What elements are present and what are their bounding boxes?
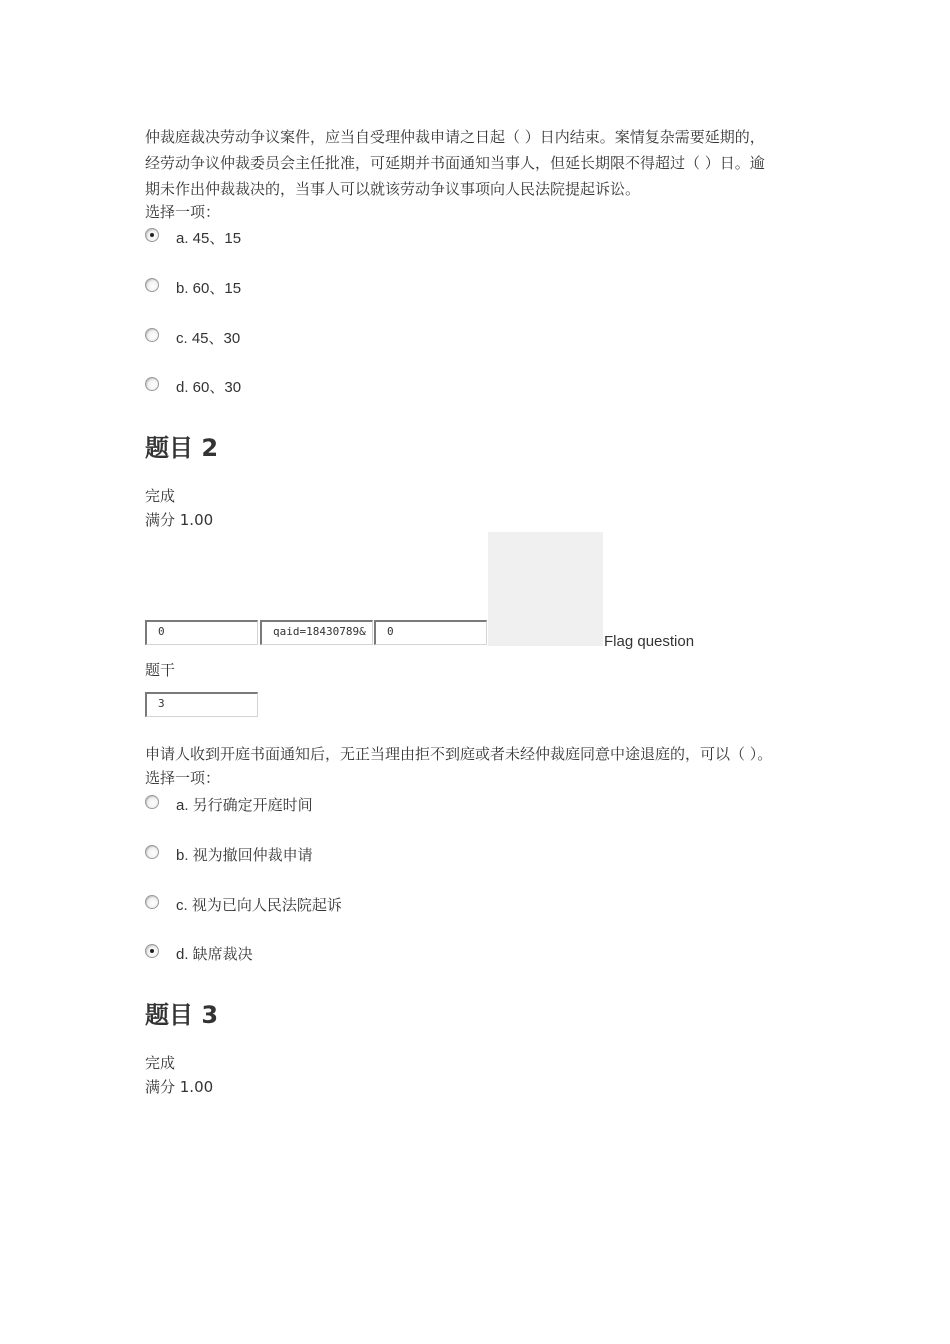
question1-text-line: 仲裁庭裁决劳动争议案件，应当自受理仲裁申请之日起（ ）日内结束。案情复杂需要延期的， xyxy=(145,128,765,146)
option-label: a. 45、15 xyxy=(176,230,242,247)
question1-option-a[interactable] xyxy=(145,228,545,258)
radio-button[interactable] xyxy=(145,377,159,391)
question2-option-a[interactable] xyxy=(145,795,545,825)
hidden-field-sequence[interactable]: 0 xyxy=(145,620,258,645)
radio-button[interactable] xyxy=(145,328,159,342)
radio-button-checked[interactable] xyxy=(145,944,159,958)
option-label: c. 45、30 xyxy=(176,330,241,347)
stem-field[interactable]: 3 xyxy=(145,692,258,717)
question2-option-c[interactable] xyxy=(145,895,545,925)
question2-option-b[interactable] xyxy=(145,845,545,875)
flag-image-placeholder[interactable] xyxy=(488,532,603,646)
question1-option-d[interactable] xyxy=(145,377,545,407)
question1-text xyxy=(145,124,825,202)
question2-text: 申请人收到开庭书面通知后，无正当理由拒不到庭或者未经仲裁庭同意中途退庭的，可以（ ）。 xyxy=(145,745,773,763)
question1-text-line: 经劳动争议仲裁委员会主任批准，可延期并书面通知当事人，但延长期限不得超过（ ）日。逾 xyxy=(145,154,765,172)
question1-prompt: 选择一项： xyxy=(145,203,221,221)
radio-button-checked[interactable] xyxy=(145,228,159,242)
question2-heading: 题目 2 xyxy=(145,434,219,462)
question3-status: 完成 xyxy=(145,1054,176,1072)
question1-option-c[interactable] xyxy=(145,328,545,358)
option-label: d. 60、30 xyxy=(176,379,242,396)
radio-button[interactable] xyxy=(145,795,159,809)
option-label: b. 视为撤回仲裁申请 xyxy=(176,847,313,864)
hidden-field-qaid[interactable]: qaid=18430789& xyxy=(260,620,373,645)
option-label: b. 60、15 xyxy=(176,280,242,297)
question2-option-d[interactable] xyxy=(145,944,545,974)
hidden-field-flagged[interactable]: 0 xyxy=(374,620,487,645)
flag-question-link[interactable]: Flag question xyxy=(604,633,695,650)
question3-heading: 题目 3 xyxy=(145,1001,219,1029)
question3-score: 满分 1.00 xyxy=(145,1078,214,1096)
question2-prompt: 选择一项： xyxy=(145,769,221,787)
option-label: d. 缺席裁决 xyxy=(176,946,253,963)
question2-status: 完成 xyxy=(145,487,176,505)
question1-option-b[interactable] xyxy=(145,278,545,308)
question1-text-line: 期未作出仲裁裁决的，当事人可以就该劳动争议事项向人民法院提起诉讼。 xyxy=(145,180,641,198)
radio-button[interactable] xyxy=(145,895,159,909)
radio-button[interactable] xyxy=(145,845,159,859)
option-label: a. 另行确定开庭时间 xyxy=(176,797,313,814)
question2-score: 满分 1.00 xyxy=(145,511,214,529)
radio-button[interactable] xyxy=(145,278,159,292)
option-label: c. 视为已向人民法院起诉 xyxy=(176,897,342,914)
question2-stem-label: 题干 xyxy=(145,661,176,679)
